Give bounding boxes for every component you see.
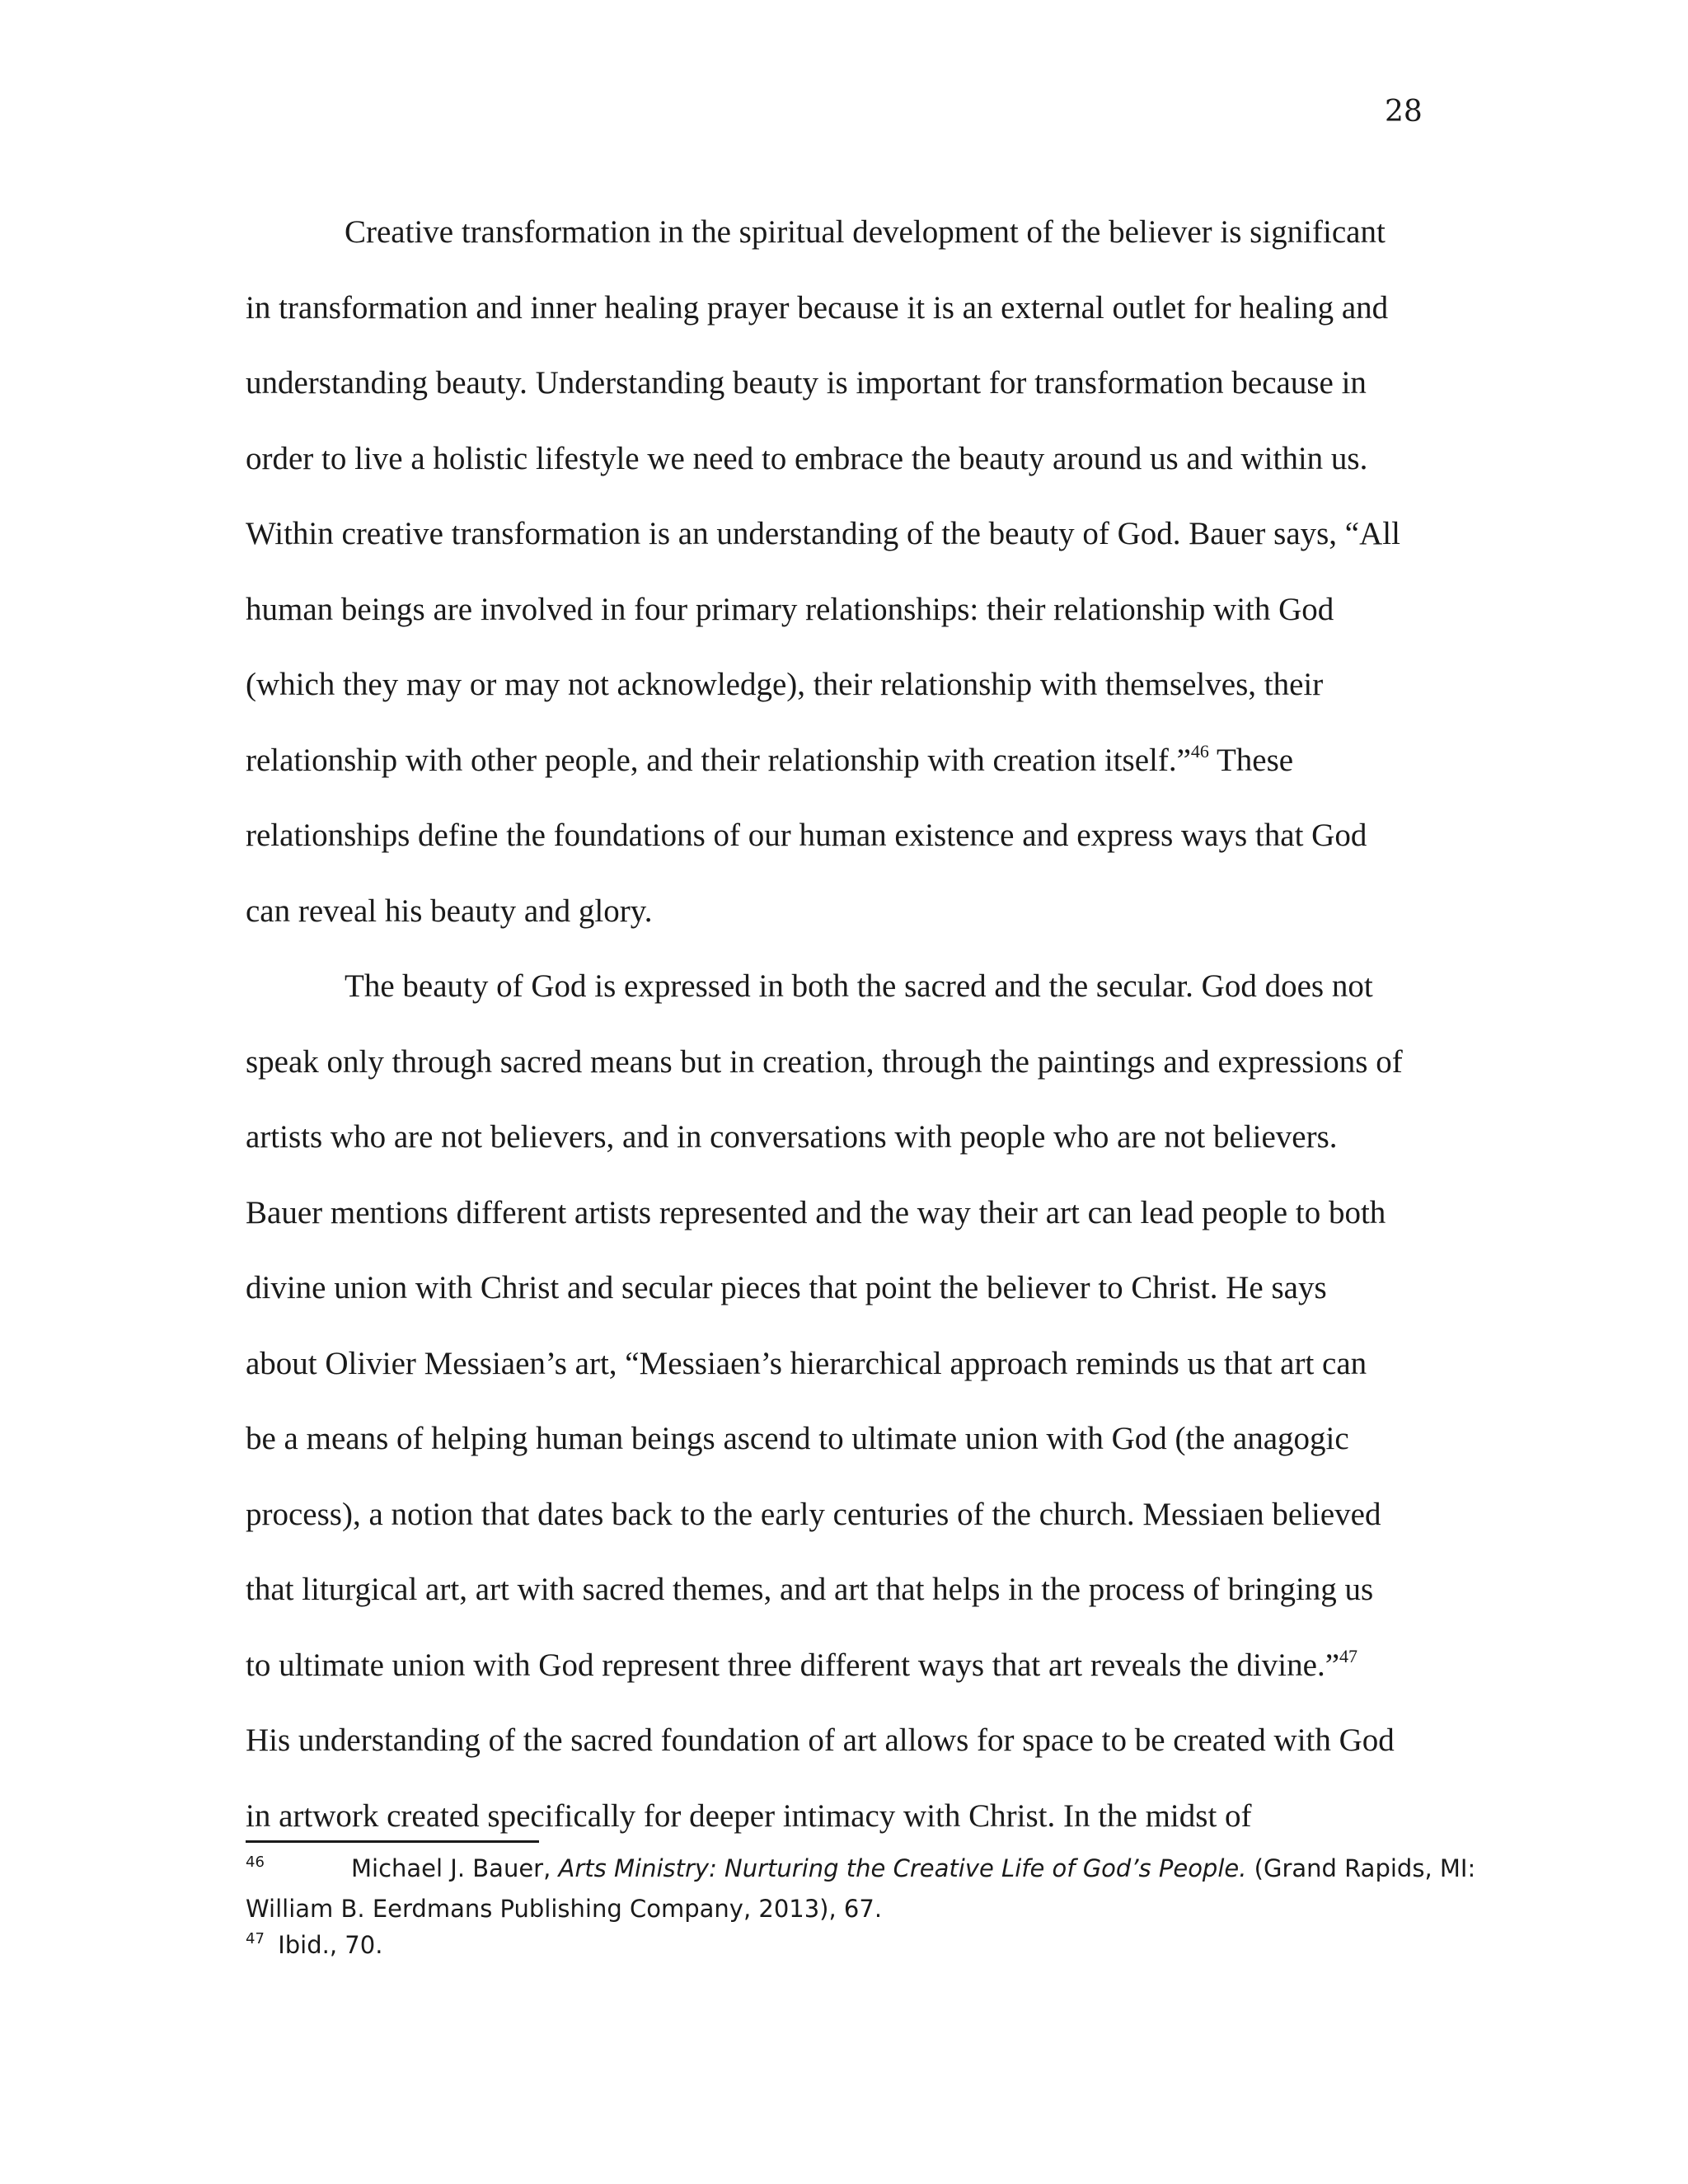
footnote-47 xyxy=(246,1927,1441,1967)
body-line-text: to ultimate union with God represent three different ways that art reveals the divine.” xyxy=(246,1647,1340,1683)
body-line: understanding beauty. Understanding beauty is important for transformation because in xyxy=(246,365,1367,401)
body-line: speak only through sacred means but in creation, through the paintings and expressions of xyxy=(246,1043,1403,1080)
footnote-divider xyxy=(246,1840,539,1843)
body-text xyxy=(246,194,1424,1854)
body-line: process), a notion that dates back to the early centuries of the church. Messiaen believed xyxy=(246,1496,1381,1532)
footnote-title: Arts Ministry: Nurturing the Creative Life of God’s People. xyxy=(558,1854,1247,1882)
footnote-ref-46[interactable]: 46 xyxy=(1190,740,1209,762)
body-line-with-footnote xyxy=(246,723,1424,799)
footnote-46-continuation: William B. Eerdmans Publishing Company, 2013), 67. xyxy=(246,1895,883,1923)
body-line: Creative transformation in the spiritual development of the believer is significant xyxy=(345,214,1386,250)
body-line: in artwork created specifically for deeper intimacy with Christ. In the midst of xyxy=(246,1797,1252,1834)
body-line-continuation: These xyxy=(1216,742,1294,778)
body-line-text: relationship with other people, and their relationship with creation itself.” xyxy=(246,742,1191,778)
body-line: divine union with Christ and secular pieces that point the believer to Christ. He says xyxy=(246,1270,1327,1305)
footnote-number: 47 xyxy=(246,1930,265,1947)
footnotes xyxy=(246,1850,1476,1967)
body-line: can reveal his beauty and glory. xyxy=(246,893,653,929)
footnote-number: 46 xyxy=(246,1854,265,1871)
page-number: 28 xyxy=(1385,95,1423,129)
footnote-author: Michael J. Bauer, xyxy=(351,1854,559,1882)
body-line: (which they may or may not acknowledge), their relationship with themselves, their xyxy=(246,667,1324,702)
body-line: that liturgical art, art with sacred themes, and art that helps in the process of bringing us xyxy=(246,1572,1374,1607)
body-line: be a means of helping human beings ascend to ultimate union with God (the anagogic xyxy=(246,1421,1349,1456)
footnote-ref-47[interactable]: 47 xyxy=(1339,1645,1358,1666)
body-line: order to live a holistic lifestyle we need to embrace the beauty around us and within us. xyxy=(246,440,1368,476)
footnote-text: Ibid., 70. xyxy=(270,1931,383,1959)
body-line: in transformation and inner healing prayer because it is an external outlet for healing and xyxy=(246,289,1389,326)
body-line-with-footnote xyxy=(246,1628,1424,1704)
body-line: about Olivier Messiaen’s art, “Messiaen’s hierarchical approach reminds us that art can xyxy=(246,1345,1367,1381)
body-line: Within creative transformation is an understanding of the beauty of God. Bauer says, “All xyxy=(246,516,1400,551)
body-line: Bauer mentions different artists represented and the way their art can lead people to both xyxy=(246,1194,1386,1230)
body-line: artists who are not believers, and in conversations with people who are not believers. xyxy=(246,1119,1338,1155)
body-line: His understanding of the sacred foundation of art allows for space to be created with God xyxy=(246,1722,1395,1758)
footnote-publisher: (Grand Rapids, MI: xyxy=(1246,1854,1476,1882)
body-line: The beauty of God is expressed in both the sacred and the secular. God does not xyxy=(345,968,1373,1004)
body-line: human beings are involved in four primary relationships: their relationship with God xyxy=(246,591,1334,627)
footnote-46 xyxy=(246,1850,1476,1891)
body-line: relationships define the foundations of our human existence and express ways that God xyxy=(246,818,1367,853)
